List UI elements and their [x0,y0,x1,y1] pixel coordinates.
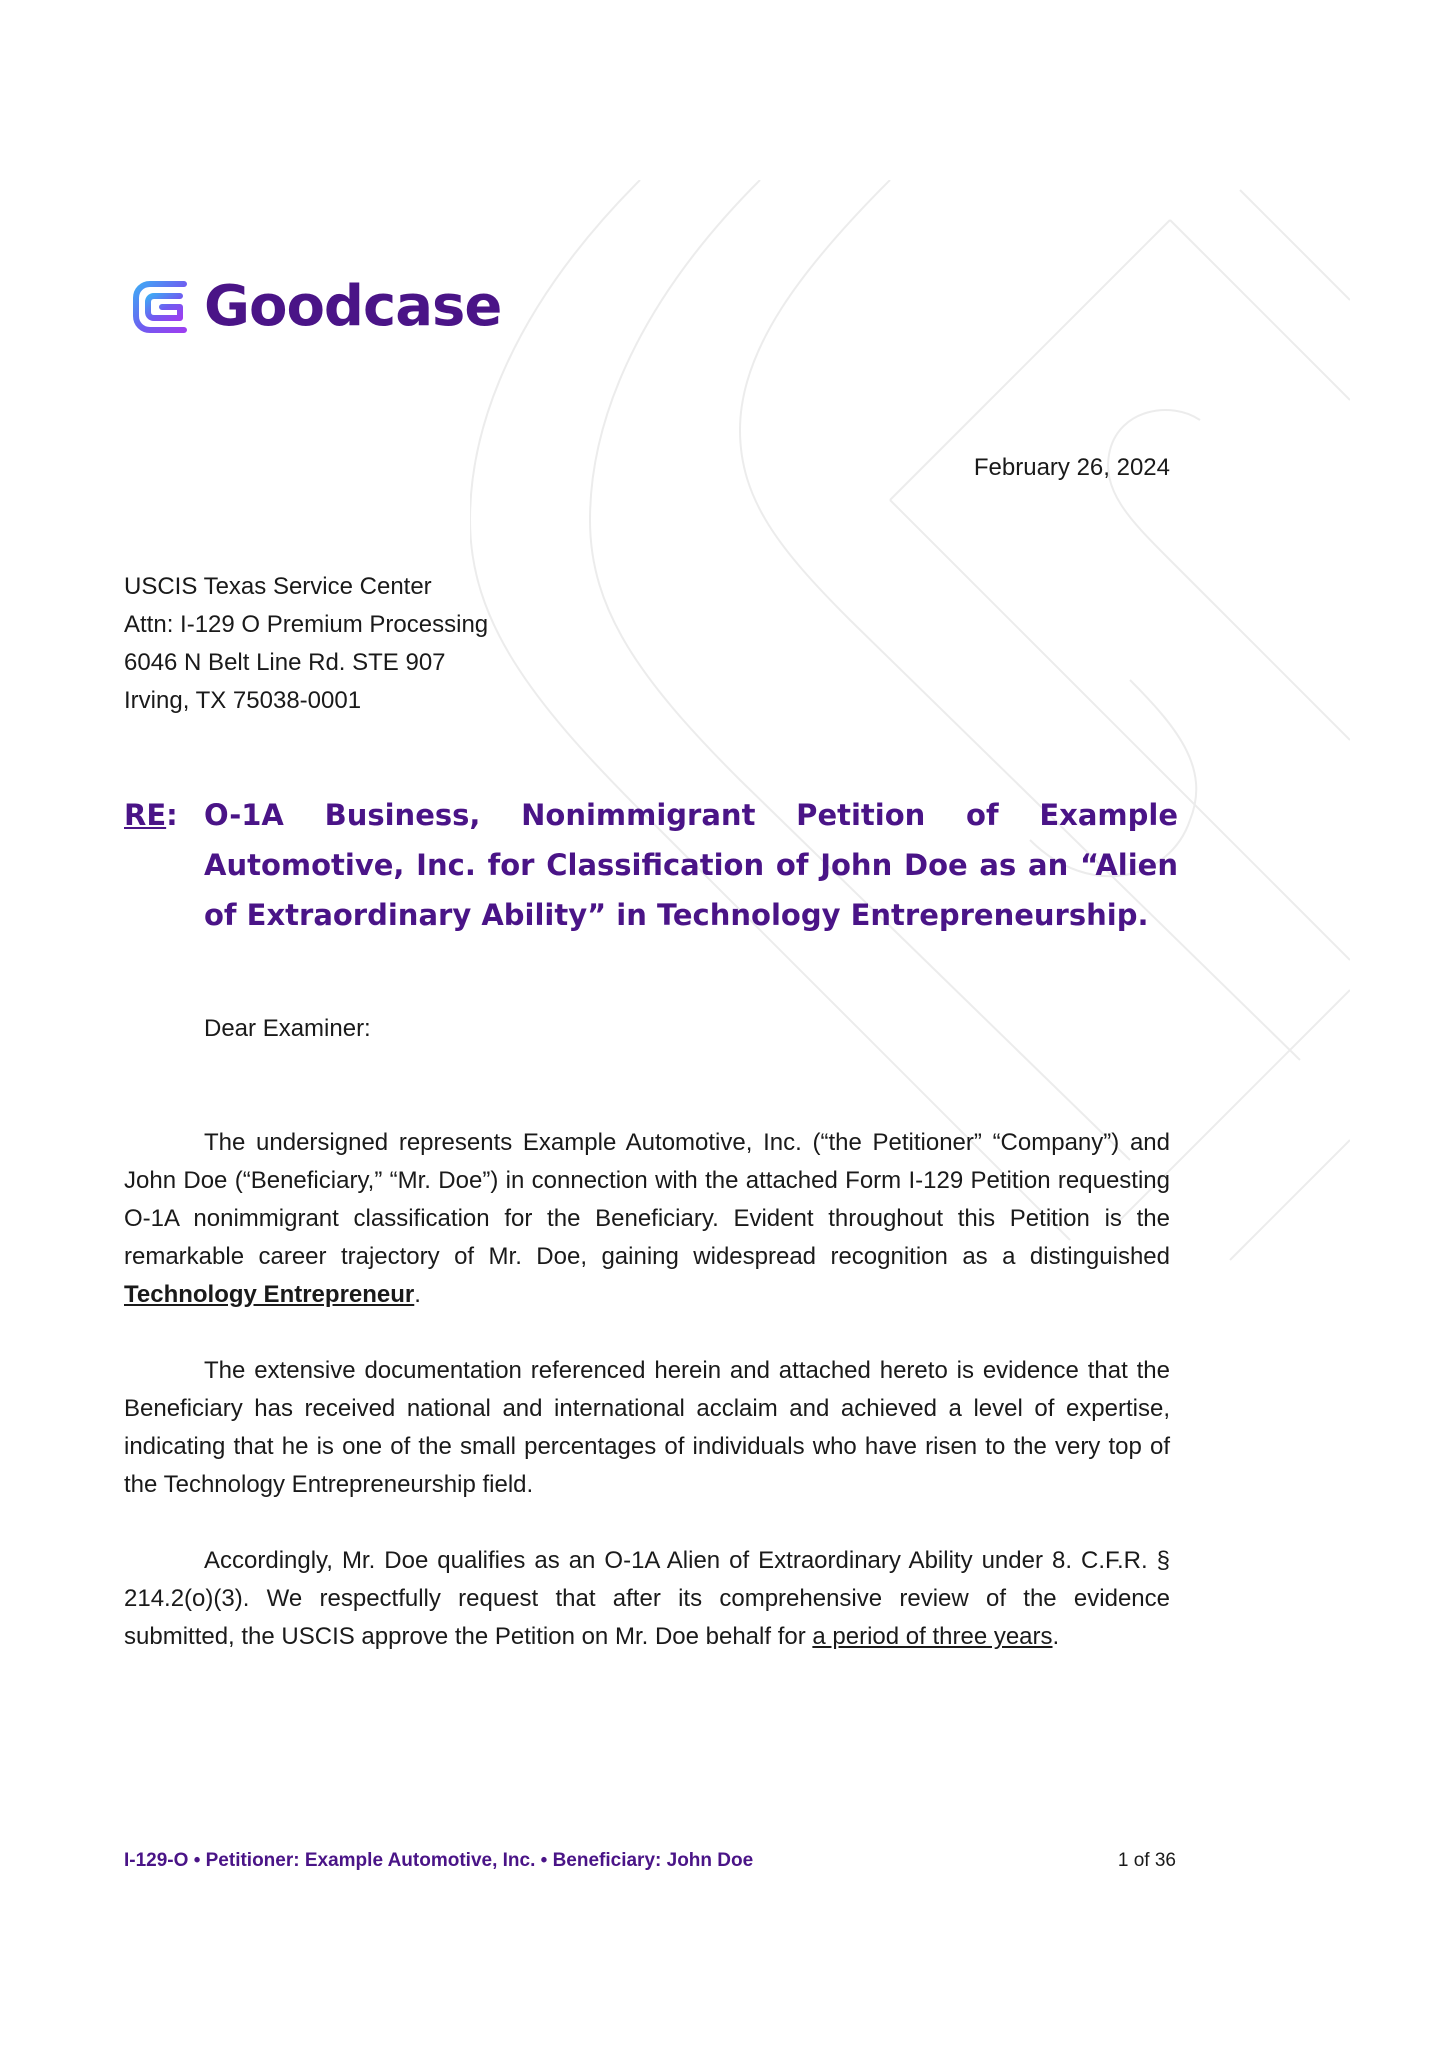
paragraph-1-text: The undersigned represents Example Automotive, Inc. (“the Petitioner” “Company”) and John Doe (“Beneficiary,” “Mr. Doe”) in connection with the attached Form I-129 Petition requesting O-1A nonimmigrant classification for the Beneficiary. Evident throughout this Petition is the remarkable career trajectory of Mr. Doe, gaining widespread recognition as a distinguished [124,1129,1170,1270]
paragraph-3-end: . [1052,1623,1060,1650]
letter-date: February 26, 2024 [973,454,1170,481]
paragraph-1-end: . [414,1281,421,1308]
subject-label [124,790,204,940]
page-number: 1 of 36 [1117,1850,1176,1871]
subject-label-colon: : [166,798,178,832]
salutation: Dear Examiner: [204,1015,371,1042]
paragraph-2: The extensive documentation referenced herein and attached hereto is evidence that the Beneficiary has received national and international acclaim and achieved a level of expertise, indicating that he is one of the small percentages of individuals who have risen to the very top of the Technology Entrepreneurship field. [124,1357,1170,1498]
address-line-3: 6046 N Belt Line Rd. STE 907 [124,649,446,676]
paragraph-3 [124,1542,1170,1656]
requested-period: a period of three years [812,1623,1053,1650]
paragraph-3-text: Accordingly, Mr. Doe qualifies as an O-1A Alien of Extraordinary Ability under 8. C.F.R. § 214.2(o)(3). We respectfully request that after its comprehensive review of the evidence submitted, the USCIS approve the Petition on Mr. Doe behalf for [124,1547,1170,1650]
goodcase-logo-icon [130,276,192,338]
address-line-4: Irving, TX 75038-0001 [124,687,362,714]
address-line-1: USCIS Texas Service Center [124,573,432,600]
address-line-2: Attn: I-129 O Premium Processing [124,611,489,638]
brand-logo [130,276,501,338]
letter-body [124,1124,1170,1694]
paragraph-1 [124,1124,1170,1314]
watermark-logo-outline [470,180,1350,1280]
subject-block [124,790,1178,940]
brand-name: Goodcase [204,274,502,339]
field-emphasis: Technology Entrepreneur [124,1281,415,1308]
footer-case-info: I-129-O • Petitioner: Example Automotive, Inc. • Beneficiary: John Doe [124,1850,754,1871]
subject-label-text: RE [124,798,167,832]
subject-text: O-1A Business, Nonimmigrant Petition of Example Automotive, Inc. for Classification of John Doe as an “Alien of Extraordinary Ability” in Technology Entrepreneurship. [204,798,1178,932]
recipient-address [124,568,488,720]
